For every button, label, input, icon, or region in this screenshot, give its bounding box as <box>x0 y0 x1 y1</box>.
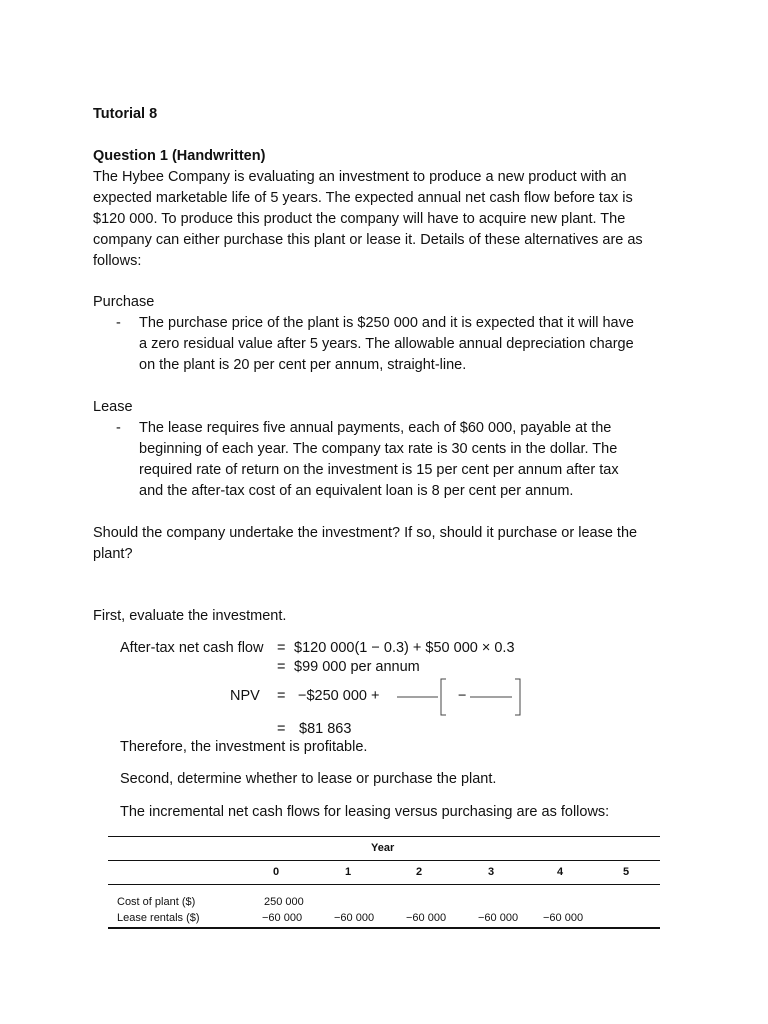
lease-line: The lease requires five annual payments, each of $60 000, payable at the <box>139 420 612 436</box>
purchase-line: The purchase price of the plant is $250 000 and it is expected that it will have <box>139 315 634 331</box>
lease-heading: Lease <box>93 399 133 415</box>
question-heading: Question 1 (Handwritten) <box>93 148 266 164</box>
incremental-text: The incremental net cash flows for leasing versus purchasing are as follows: <box>120 804 610 820</box>
table-column-header: 2 <box>416 866 423 878</box>
table-row-label: Cost of plant ($) <box>117 896 196 908</box>
equals-sign: = <box>277 640 286 656</box>
table-cell: −60 000 <box>334 912 375 924</box>
page-title: Tutorial 8 <box>93 106 158 122</box>
purchase-line: on the plant is 20 per cent per annum, straight-line. <box>139 357 467 373</box>
table-top-rule <box>108 836 660 837</box>
equals-sign: = <box>277 721 286 737</box>
lease-line: and the after-tax cost of an equivalent loan is 8 per cent per annum. <box>139 483 574 499</box>
table-cell: −60 000 <box>406 912 447 924</box>
table-row-label: Lease rentals ($) <box>117 912 200 924</box>
lease-bullet-dash: - <box>116 420 121 436</box>
purchase-line: a zero residual value after 5 years. The allowable annual depreciation charge <box>139 336 634 352</box>
table-column-header: 5 <box>623 866 630 878</box>
purchase-bullet-dash: - <box>116 315 121 331</box>
table-column-header: 4 <box>557 866 564 878</box>
table-header-rule <box>108 860 660 861</box>
table-column-header: 1 <box>345 866 352 878</box>
atncf-value-1: $120 000(1 − 0.3) + $50 000 × 0.3 <box>294 640 515 656</box>
table-columns-rule <box>108 884 660 885</box>
therefore-text: Therefore, the investment is profitable. <box>120 739 368 755</box>
npv-result: $81 863 <box>299 721 352 737</box>
table-column-header: 3 <box>488 866 495 878</box>
intro-line: company can either purchase this plant or lease it. Details of these alternatives are as <box>93 232 643 248</box>
equals-sign: = <box>277 659 286 675</box>
table-cell: −60 000 <box>478 912 519 924</box>
table-column-header: 0 <box>273 866 280 878</box>
equals-sign: = <box>277 688 286 704</box>
npv-value: −$250 000 + <box>298 688 380 704</box>
lease-line: beginning of each year. The company tax rate is 30 cents in the dollar. The <box>139 441 618 457</box>
npv-inner-minus: − <box>458 688 467 704</box>
table-bottom-rule <box>108 927 660 929</box>
table-cell: −60 000 <box>262 912 303 924</box>
table-year-header: Year <box>371 842 395 854</box>
lease-line: required rate of return on the investment is 15 per cent per annum after tax <box>139 462 619 478</box>
solution-first: First, evaluate the investment. <box>93 608 287 624</box>
intro-line: follows: <box>93 253 142 269</box>
table-cell: −60 000 <box>543 912 584 924</box>
intro-line: $120 000. To produce this product the company will have to acquire new plant. The <box>93 211 626 227</box>
atncf-value-2: $99 000 per annum <box>294 659 420 675</box>
atncf-label: After-tax net cash flow <box>120 640 264 656</box>
intro-line: The Hybee Company is evaluating an investment to produce a new product with an <box>93 169 627 185</box>
question-line: Should the company undertake the investment? If so, should it purchase or lease the <box>93 525 638 541</box>
intro-line: expected marketable life of 5 years. The expected annual net cash flow before tax is <box>93 190 633 206</box>
table-cell: 250 000 <box>264 896 304 908</box>
purchase-heading: Purchase <box>93 294 155 310</box>
second-step-text: Second, determine whether to lease or purchase the plant. <box>120 771 497 787</box>
npv-label: NPV <box>230 688 260 704</box>
question-line: plant? <box>93 546 133 562</box>
